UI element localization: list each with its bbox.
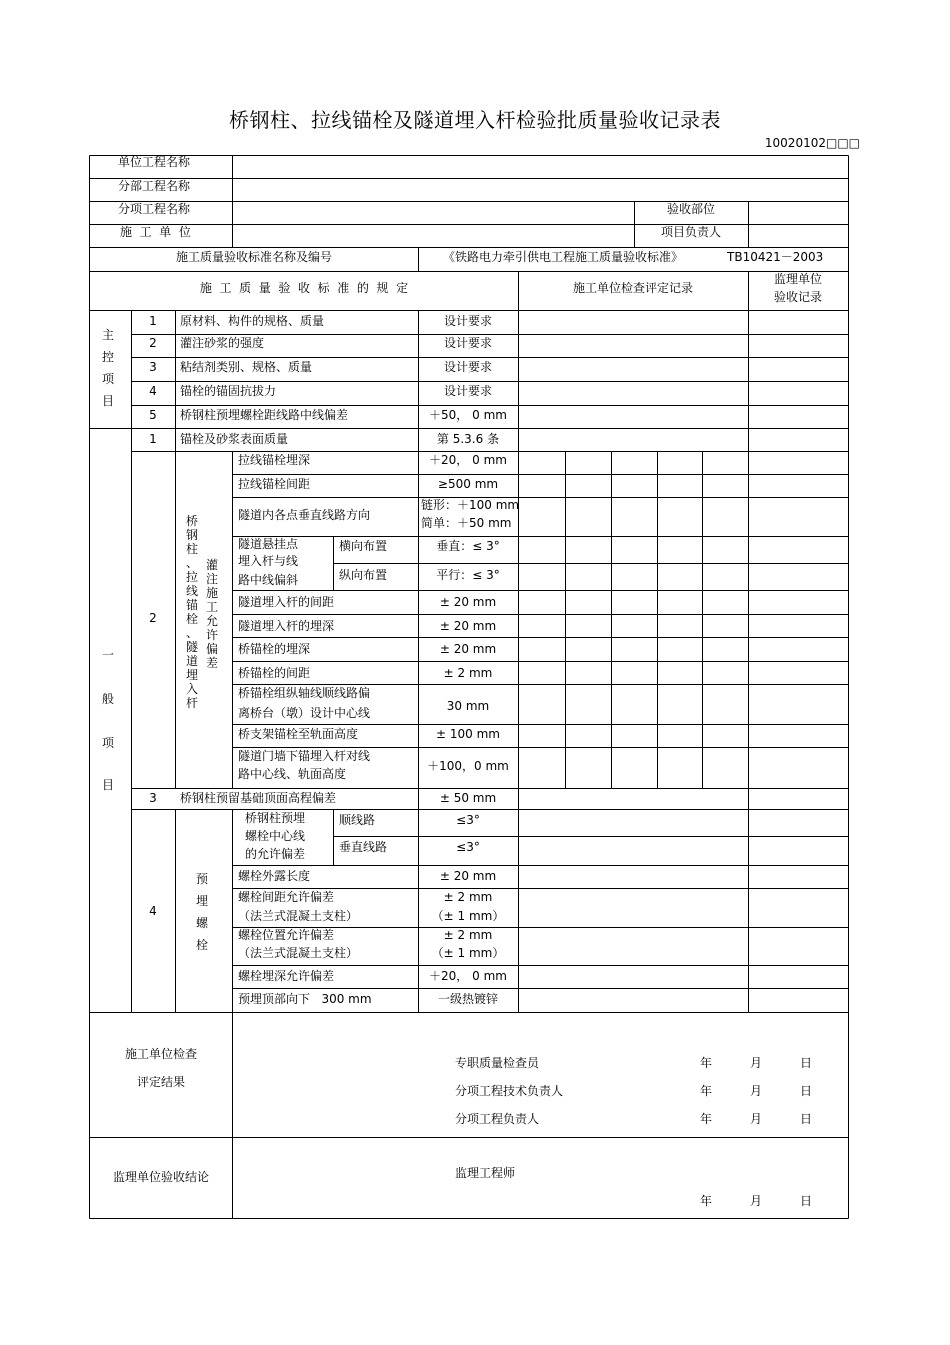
- spec-row-name: 拉线锚栓埋深: [238, 453, 311, 467]
- spec-row-req: 简单：＋50 mm: [421, 516, 512, 530]
- group-a-char: 入: [185, 682, 198, 696]
- unit-project-label: 单位工程名称: [118, 155, 191, 169]
- main-item-name: 原材料、构件的规格、质量: [180, 314, 325, 328]
- group-a-char: 、: [185, 626, 198, 640]
- bolt-row-name: 螺栓埋深允许偏差: [238, 969, 335, 983]
- standard-label: 施工质量验收标准名称及编号: [175, 250, 332, 264]
- bolt-row-req: ≤3°: [456, 813, 480, 827]
- main-item-no: 4: [149, 384, 157, 398]
- main-item-req: ＋50， 0 mm: [429, 408, 507, 422]
- bolt-row-req: ± 2 mm: [443, 890, 493, 904]
- bolt-row-req: ± 20 mm: [439, 869, 497, 883]
- main-item-no: 2: [149, 336, 157, 350]
- group-c-char: 螺: [195, 916, 208, 930]
- bolt-row-name: 螺栓间距允许偏差: [238, 890, 335, 904]
- date-day: 日: [800, 1056, 813, 1070]
- date-year: 年: [700, 1056, 713, 1070]
- spec-row-req: ＋20， 0 mm: [429, 453, 507, 467]
- form-code: 10020102□□□: [764, 136, 860, 150]
- spec-row-name: 离桥台（墩）设计中心线: [238, 706, 371, 720]
- general-item-req: 第 5.3.6 条: [436, 432, 500, 446]
- supervision-result-label: 监理单位验收结论: [112, 1170, 209, 1184]
- bolt-row-name: 预埋顶部向下 300 mm: [238, 992, 372, 1006]
- spec-row-req: ≥500 mm: [437, 477, 499, 491]
- signature-project-lead: 分项工程负责人: [455, 1112, 540, 1126]
- supervision-label-1: 监理单位: [773, 272, 822, 286]
- general-item-name: 桥钢柱预留基础顶面高程偏差: [180, 791, 337, 805]
- main-item-req: 设计要求: [443, 314, 492, 328]
- construction-unit-label: 施 工 单 位: [120, 225, 191, 239]
- group-b-char: 注: [205, 572, 218, 586]
- general-item-no: 4: [149, 904, 157, 918]
- spec-row-req: 垂直：≤ 3°: [436, 539, 500, 553]
- subitem-project-label: 分项工程名称: [118, 202, 191, 216]
- group-a-char: 埋: [185, 668, 198, 682]
- group-a-char: 栓: [185, 612, 198, 626]
- main-control-label-0: 主: [101, 328, 114, 342]
- main-control-label-2: 项: [101, 372, 114, 386]
- date-day: 日: [800, 1194, 813, 1208]
- bolt-row-name: 螺栓位置允许偏差: [238, 928, 335, 942]
- date-day: 日: [800, 1112, 813, 1126]
- bolt-row-sub: 垂直线路: [339, 840, 388, 854]
- bolt-row-req: （± 1 mm）: [431, 909, 505, 923]
- standard-code: TB10421－2003: [727, 250, 824, 264]
- construction-result-label: 施工单位检查: [124, 1047, 197, 1061]
- date-month: 月: [750, 1056, 763, 1070]
- main-item-name: 粘结剂类别、规格、质量: [180, 360, 313, 374]
- division-project-label: 分部工程名称: [118, 179, 191, 193]
- construction-result-label: 评定结果: [136, 1075, 185, 1089]
- date-year: 年: [700, 1194, 713, 1208]
- spec-row-req: 30 mm: [446, 699, 490, 713]
- check-record-label: 施工单位检查评定记录: [572, 281, 693, 295]
- spec-row-req: ± 20 mm: [439, 595, 497, 609]
- group-b-char: 许: [205, 628, 218, 642]
- general-item-no: 1: [149, 432, 157, 446]
- bolt-row-sub: 顺线路: [339, 813, 376, 827]
- standard-name: 《铁路电力牵引供电工程施工质量验收标准》: [443, 250, 684, 264]
- supervision-label-2: 验收记录: [773, 290, 822, 304]
- bolt-row-name: 的允许偏差: [245, 847, 306, 861]
- main-item-name: 锚栓的锚固抗拔力: [180, 384, 277, 398]
- group-a-char: 锚: [185, 598, 198, 612]
- group-c-char: 栓: [195, 938, 208, 952]
- spec-row-name: 隧道埋入杆的间距: [238, 595, 335, 609]
- spec-row-name: 桥支架锚栓至轨面高度: [238, 727, 359, 741]
- main-item-name: 灌注砂浆的强度: [180, 336, 265, 350]
- date-day: 日: [800, 1084, 813, 1098]
- spec-row-name: 隧道内各点垂直线路方向: [238, 508, 371, 522]
- bolt-row-name: 螺栓外露长度: [238, 869, 311, 883]
- group-a-char: 钢: [185, 528, 198, 542]
- general-label-0: 一: [101, 648, 114, 662]
- main-item-no: 3: [149, 360, 157, 374]
- spec-row-sub: 横向布置: [339, 539, 388, 553]
- spec-row-name: 路中心线、轨面高度: [238, 767, 347, 781]
- bolt-row-req: ＋20， 0 mm: [429, 969, 507, 983]
- bolt-row-req: （± 1 mm）: [431, 946, 505, 960]
- general-label-2: 项: [101, 736, 114, 750]
- main-item-no: 1: [149, 314, 157, 328]
- general-label-3: 目: [101, 778, 114, 792]
- group-b-char: 灌: [205, 558, 218, 572]
- group-b-char: 允: [205, 614, 218, 628]
- date-month: 月: [750, 1084, 763, 1098]
- spec-row-req: ± 20 mm: [439, 619, 497, 633]
- group-a-char: 柱: [185, 542, 198, 556]
- group-a-char: 隧: [185, 640, 198, 654]
- spec-label: 施 工 质 量 验 收 标 准 的 规 定: [199, 281, 409, 295]
- main-control-label-3: 目: [101, 394, 114, 408]
- main-item-no: 5: [149, 408, 157, 422]
- general-item-no: 2: [149, 611, 157, 625]
- bolt-row-name: （法兰式混凝土支柱）: [238, 909, 359, 923]
- main-item-req: 设计要求: [443, 384, 492, 398]
- page-title: 桥钢柱、拉线锚栓及隧道埋入杆检验批质量验收记录表: [229, 108, 721, 132]
- group-a-char: 杆: [185, 696, 198, 710]
- date-month: 月: [750, 1194, 763, 1208]
- group-a-char: 道: [185, 654, 198, 668]
- signature-quality-inspector: 专职质量检查员: [455, 1056, 540, 1070]
- group-a-char: 、: [185, 556, 198, 570]
- main-control-label-1: 控: [101, 350, 114, 364]
- spec-row-name: 拉线锚栓间距: [238, 477, 311, 491]
- acceptance-part-label: 验收部位: [666, 202, 715, 216]
- date-month: 月: [750, 1112, 763, 1126]
- spec-row-name: 隧道埋入杆的埋深: [238, 619, 335, 633]
- group-a-char: 桥: [185, 514, 198, 528]
- spec-row-name: 隧道门墙下锚埋入杆对线: [238, 749, 371, 763]
- bolt-row-req: ≤3°: [456, 840, 480, 854]
- spec-row-name: 桥锚栓的埋深: [238, 642, 311, 656]
- signature-supervisor: 监理工程师: [455, 1166, 516, 1180]
- spec-row-req: 平行：≤ 3°: [436, 568, 500, 582]
- bolt-row-req: 一级热镀锌: [437, 992, 498, 1006]
- main-item-req: 设计要求: [443, 360, 492, 374]
- group-b-char: 差: [205, 656, 218, 670]
- spec-row-name: 路中线偏斜: [238, 573, 299, 587]
- general-item-name: 锚栓及砂浆表面质量: [180, 432, 289, 446]
- spec-row-name: 桥锚栓组纵轴线顺线路偏: [238, 686, 371, 700]
- spec-row-name: 隧道悬挂点: [238, 537, 299, 551]
- bolt-row-req: ± 2 mm: [443, 928, 493, 942]
- spec-row-req: ＋100，0 mm: [427, 759, 509, 773]
- date-year: 年: [700, 1112, 713, 1126]
- general-item-req: ± 50 mm: [439, 791, 497, 805]
- group-a-char: 线: [185, 584, 198, 598]
- main-item-req: 设计要求: [443, 336, 492, 350]
- spec-row-req: 链形：＋100 mm: [421, 498, 520, 512]
- group-c-char: 预: [195, 872, 208, 886]
- bolt-row-name: （法兰式混凝土支柱）: [238, 946, 359, 960]
- spec-row-req: ± 100 mm: [436, 727, 500, 741]
- bolt-row-name: 螺栓中心线: [245, 829, 306, 843]
- group-b-char: 偏: [205, 642, 218, 656]
- main-item-name: 桥钢柱预埋螺栓距线路中线偏差: [180, 408, 349, 422]
- date-year: 年: [700, 1084, 713, 1098]
- group-a-char: 拉: [185, 570, 198, 584]
- bolt-row-name: 桥钢柱预埋: [245, 811, 306, 825]
- group-b-char: 施: [205, 586, 218, 600]
- spec-row-name: 桥锚栓的间距: [238, 666, 311, 680]
- spec-row-sub: 纵向布置: [339, 568, 388, 582]
- project-manager-label: 项目负责人: [660, 225, 721, 239]
- spec-row-req: ± 20 mm: [439, 642, 497, 656]
- group-b-char: 工: [205, 600, 218, 614]
- general-label-1: 般: [101, 692, 114, 706]
- spec-row-name: 埋入杆与线: [238, 554, 299, 568]
- general-item-no: 3: [149, 791, 157, 805]
- spec-row-req: ± 2 mm: [443, 666, 493, 680]
- group-c-char: 埋: [195, 894, 208, 908]
- signature-tech-lead: 分项工程技术负责人: [455, 1084, 564, 1098]
